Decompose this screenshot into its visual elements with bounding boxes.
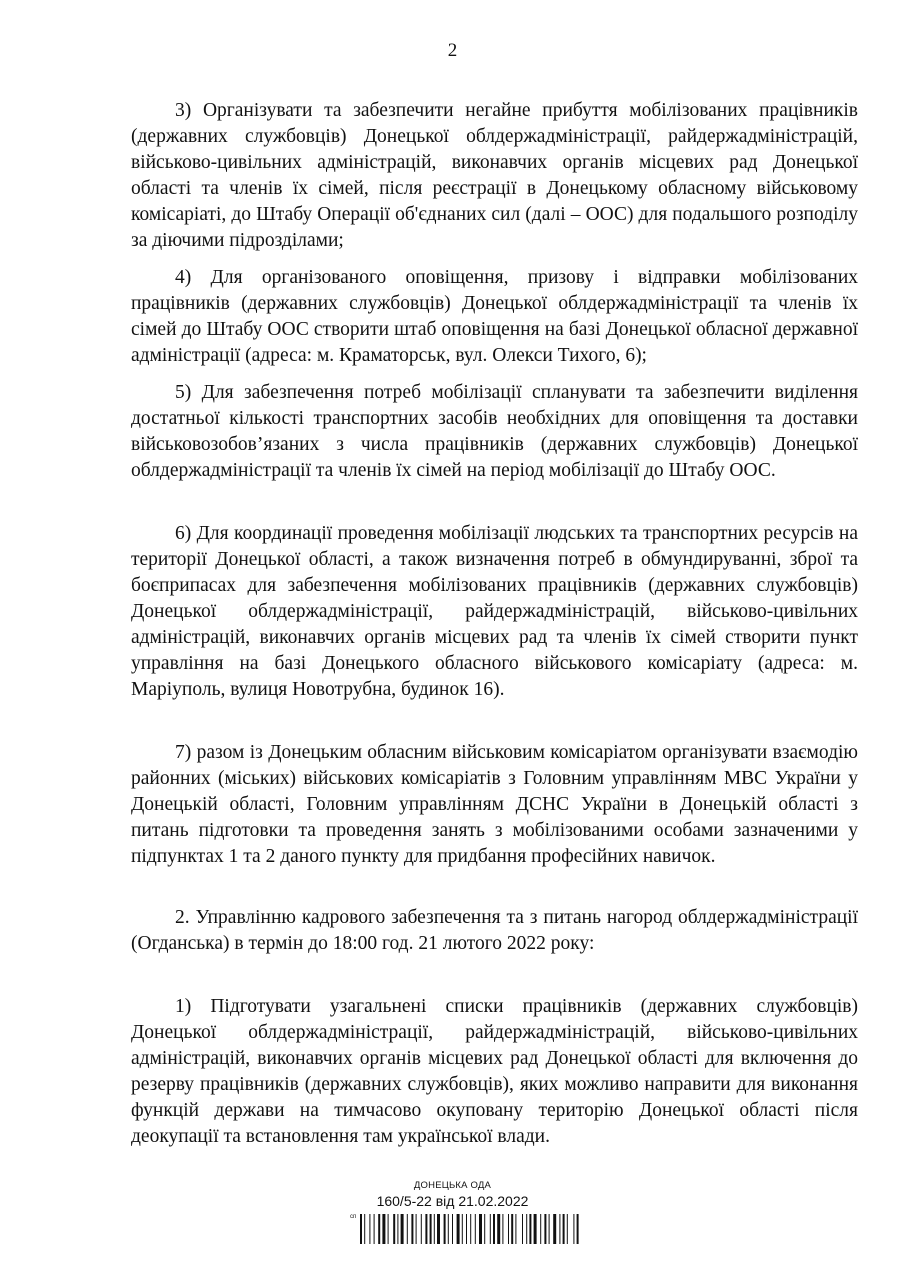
paragraph-section-2-item-1: 1) Підготувати узагальнені списки працівників (державних службовців) Донецької облдержадміністрації, райдержадміністрацій, військово-цивільних адміністрацій, виконавчих органів місцевих рад Донецької області для включення до резерву працівників (державних службовців), яких можливо направити для виконання функцій держави на тимчасово окуповану територію Донецької області після деокупації та встановлення там української влади.: [131, 996, 858, 1147]
paragraph-section-2: 2. Управлінню кадрового забезпечення та з питань нагород облдержадміністрації (Огданська) в термін до 18:00 год. 21 лютого 2022 року:: [131, 907, 858, 954]
barcode-prefix: сп: [350, 1214, 357, 1220]
registration-stamp-organization: ДОНЕЦЬКА ОДА: [413, 1180, 492, 1191]
paragraph-item-7: 7) разом із Донецьким обласним військовим комісаріатом організувати взаємодію районних (міських) військових комісаріатів з Головним управлінням МВС України у Донецькій області, Головним управлінням ДСНС України в Донецькій області з питань підготовки та проведення занять з мобілізованими особами зазначеними у підпунктах 1 та 2 даного пункту для придбання професійних навичок.: [131, 742, 858, 867]
barcode: [354, 1214, 584, 1244]
page-number: 2: [447, 40, 458, 61]
registration-stamp-number: 160/5-22 від 21.02.2022: [376, 1193, 529, 1209]
paragraph-item-5: 5) Для забезпечення потреб мобілізації спланувати та забезпечити виділення достатньої кількості транспортних засобів необхідних для оповіщення та доставки військовозобов’язаних з числа працівників (державних службовців) Донецької облдержадміністрації та членів їх сімей на період мобілізації до Штабу ООС.: [131, 382, 858, 481]
paragraph-item-4: 4) Для організованого оповіщення, призову і відправки мобілізованих працівників (державних службовців) Донецької облдержадміністрації та членів їх сімей до Штабу ООС створити штаб оповіщення на базі Донецької обласної державної адміністрації (адреса: м. Краматорськ, вул. Олекси Тихого, 6);: [131, 267, 858, 366]
paragraph-item-6: 6) Для координації проведення мобілізації людських та транспортних ресурсів на території Донецької області, а також визначення потреб в обмундируванні, зброї та боєприпасах для забезпечення мобілізованих працівників (державних службовців) Донецької облдержадміністрації, райдержадміністрацій, військово-цивільних адміністрацій, виконавчих органів місцевих рад та членів їх сімей створити пункт управління на базі Донецького обласного військового комісаріату (адреса: м. Маріуполь, вулиця Новотрубна, будинок 16).: [131, 523, 858, 700]
paragraph-item-3: 3) Організувати та забезпечити негайне прибуття мобілізованих працівників (державних службовців) Донецької облдержадміністрації, райдержадміністрацій, військово-цивільних адміністрацій, виконавчих органів місцевих рад Донецької області та членів їх сімей, після реєстрації в Донецькому обласному військовому комісаріаті, до Штабу Операції об'єднаних сил (далі – ООС) для подальшого розподілу за діючими підрозділами;: [131, 100, 858, 251]
